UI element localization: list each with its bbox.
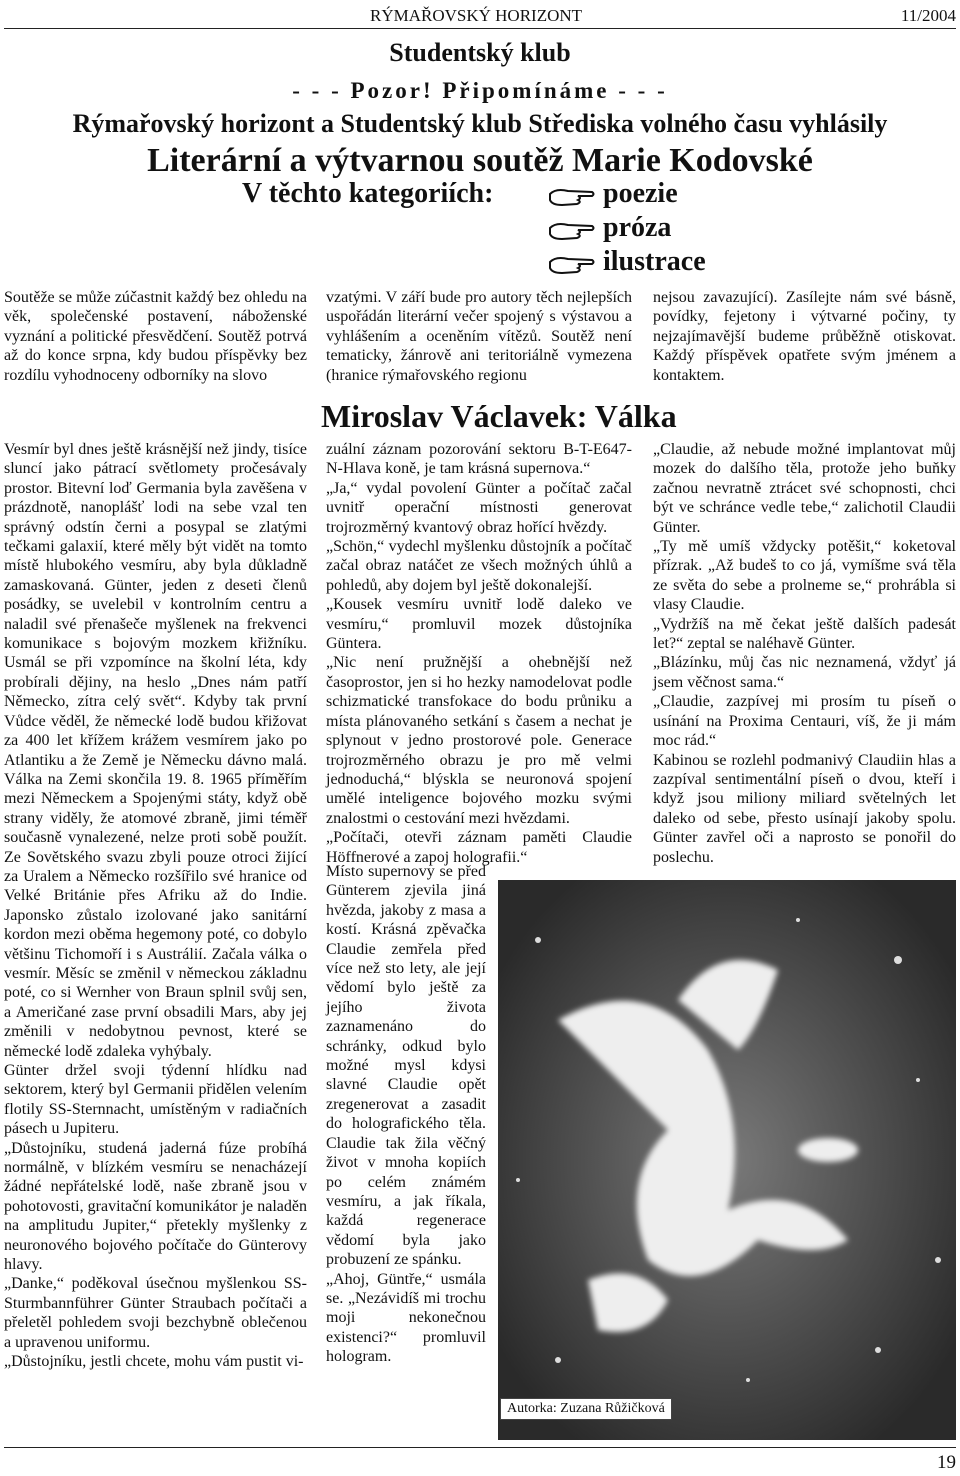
- paragraph: Vesmír byl dnes ještě krásnější než jindy, tisíce sluncí jako pátrací světlomety pročesávaly prostor. Bitevní loď Germania byla zavěšena v prázdnotě, nanoplášť lodi na sebe vzal ten správný odstín černi a posypal se zlatými tečkami galaxií, které měly být vidět na tomto místě hlubokého vesmíru, aby byla důkladně zamaskovaná. Günter, jeden z deseti členů posádky, se uvelebil v kontrolním centru a naladil své přenašeče myšlenek na frekvenci komunikace s bojovým mozkem křižníku. Usmál se při vzpomínce na školní léta, kdy probírali dějiny, na heslo „Dnes nám patří Německo, zítra celý svět“. Kdyby tak první Vůdce věděl, že německé lodě budou křižovat za 400 let křížem krážem vesmírem jako po Atlantiku a že Země je Německu dávno malá. Válka na Zemi skončila 19. 8. 1965 příměřím mezi Německem a Spojenými státy, když obě strany viděly, že atomové zbraně, jimi téměř současně vynalezené, nelze proti sobě použít. Ze Sovětského svazu zbyli pouze otroci žijící za Uralem a Německo rozšířilo své hranice od Velké Británie přes Afriku až do Indie. Japonsko zůstalo izolované jako sanitární kordon mezi oběma hegemony poté, co dobylo většinu Tichomoří i s Austrálií. Začala válka o vesmír. Měsíc se změnil v německou základnu poté, co si Wernher von Braun splnil svůj sen, a Američané zase první obsadili Mars, aby jej změnili v nedobytnou pevnost, které se německé lodě zdaleka vyhýbaly.: [4, 441, 307, 1060]
- story-title: Miroslav Václavek: Válka: [321, 398, 677, 434]
- paragraph: „Kousek vesmíru uvnitř lodě daleko ve vesmíru,“ promluvil mozek důstojníka Güntera.: [326, 596, 632, 653]
- illustration-caption: Autorka: Zuzana Růžičková: [500, 1398, 672, 1420]
- pointing-hand-icon: [548, 220, 596, 242]
- paragraph: Günter držel svoji týdenní hlídku nad sektorem, který byl Germanii přidělen velením flotily SS-Sternnacht, umístěným v radiačních pásech u Jupiteru.: [4, 1062, 307, 1138]
- paragraph: „Ahoj, Güntře,“ usmála se. „Nezávidíš mi trochu moji nekonečnou existenci?“ promluvil hologram.: [326, 1270, 486, 1366]
- paragraph: „Ja,“ vydal povolení Günter a počítač začal uvnitř operační místnosti generovat trojrozměrný kvantový obraz hořící hvězdy.: [326, 479, 632, 536]
- paragraph: „Vydržíš na mě čekat ještě dalších padesát let?“ zeptal se naléhavě Günter.: [653, 615, 956, 653]
- magazine-name: RÝMAŘOVSKÝ HORIZONT: [370, 6, 583, 25]
- reminder-heading: - - - Pozor! Připomínáme - - -: [292, 78, 668, 103]
- category-illustration: ilustrace: [603, 246, 706, 277]
- announcement-subtitle: Rýmařovský horizont a Studentský klub Střediska volného času vyhlásily: [72, 109, 888, 138]
- story-column-2: [326, 440, 632, 867]
- running-header: [0, 0, 960, 28]
- paragraph: Místo supernovy se před Günterem zjevila jiná hvězda, jakoby z masa a kostí. Krásná zpěvačka Claudie zemřela před více než sto lety, ale její vědomí bylo ještě za jejího života zaznamenáno do schránky, odkud bylo možné mysl kdysi slavné Claudie opět zregenerovat a zasadit do holografického těla. Claudie tak žila věčný život v mnoha kopiích po celém známém vesmíru, a jak říkala, každá regenerace vědomí byla jako probuzení ze spánku.: [326, 863, 486, 1269]
- illustration: [498, 880, 956, 1440]
- paragraph: „Nic není pružnější a ohebnější než časoprostor, jen si ho hezky namodelovat podle schizmatické transfokace do bodu průniku a místa plánovaného setkání s časem a nechat je splynout v jedno prostorové pole. Generace trojrozměrného obrazu je pro mě velmi jednoduchá,“ blýskla se neuronová spojení umělé inteligence bojového mozku svými znalostmi o cestování mezi hvězdami.: [326, 654, 632, 827]
- paragraph: Kabinou se rozlehl podmanivý Claudiin hlas a zazpíval sentimentální píseň o dvou, kteří i když jsou miliony miliard světelných let daleko od sebe, přesto usínají jakoby spolu. Günter zavřel oči a naprosto se ponořil do poslechu.: [653, 751, 956, 866]
- intro-column-1: Soutěže se může zúčastnit každý bez ohledu na věk, společenské postavení, náboženské vyznání a politické přesvědčení. Soutěž potrvá až do konce srpna, kdy budou příspěvky bez rozdílu vyhodnoceny odborníky na slovo: [4, 289, 307, 384]
- intro-column-3: nejsou zavazující). Zasílejte nám své básně, povídky, fejetony i výtvarné počiny, ty nejzajímavější budeme průběžně otiskovat. Každý příspěvek opatřete svým jménem a kontaktem.: [653, 289, 956, 384]
- paragraph: „Ty mě umíš vždycky potěšit,“ koketoval přízrak. „Až budeš to co já, vymíšme svá těla ze světa do sebe a prolneme se,“ prohrábla si vlasy Claudie.: [653, 538, 956, 614]
- contest-title: Literární a výtvarnou soutěž Marie Kodovské: [147, 142, 813, 179]
- paragraph: „Schön,“ vydechl myšlenku důstojník a počítač začal obraz natáčet ze všech možných úhlů a pohledů, aby dojem byl ještě dokonalejší.: [326, 538, 632, 594]
- story-column-3: [653, 440, 956, 867]
- pointing-hand-icon: [548, 186, 596, 208]
- categories-label: V těchto kategoriích:: [242, 178, 494, 209]
- story-column-1: [4, 440, 307, 1372]
- paragraph: „Počítači, otevři záznam paměti Claudie Höffnerové a zapoj holografii.“: [326, 829, 632, 866]
- header-rule: [4, 28, 956, 29]
- paragraph: „Blázínku, můj čas nic neznamená, vždyť já jsem věčnost sama.“: [653, 654, 956, 691]
- category-poetry: poezie: [603, 178, 678, 209]
- page-number: 19: [937, 1452, 956, 1473]
- intro-column-2: vzatými. V září bude pro autory těch nejlepších uspořádán literární večer spojený s výstavou a vyhlášením a oceněním vítězů. Soutěž není tematicky, žánrově ani teritoriálně vymezena (hranice rýmařovského regionu: [326, 289, 632, 384]
- footer-rule: [4, 1447, 956, 1448]
- pointing-hand-icon: [548, 254, 596, 276]
- paragraph: „Danke,“ poděkoval úsečnou myšlenkou SS-Sturmbannführer Günter Straubach počítači a přeletěl pohledem svoji bezchybně oblečenou a upravenou uniformu.: [4, 1275, 307, 1351]
- paragraph: „Claudie, zazpívej mi prosím tu píseň o usínání na Proxima Centauri, víš, že ji mám moc rád.“: [653, 693, 956, 750]
- club-heading: Studentský klub: [389, 38, 571, 67]
- category-prose: próza: [603, 212, 672, 243]
- story-column-2-narrow: [326, 862, 486, 1367]
- paragraph: „Claudie, až nebude možné implantovat můj mozek do dalšího těla, protože jeho buňky začnou nevratně ztrácet své schopnosti, chci být ve schránce vedle tebe,“ zalichotil Claudii Günter.: [653, 441, 956, 536]
- paragraph: „Důstojníku, studená jaderná fúze probíhá normálně, v blízkém vesmíru se nenacházejí žádné nepřátelské lodě, naše zbraně jsou v pohotovosti, gravitační komunikátor je naladěn na amplitudu Jupiter,“ přetekly myšlenky z neuronového bojového počítače do Günterovy hlavy.: [4, 1139, 307, 1274]
- paragraph: zuální záznam pozorování sektoru B-T-E647-N-Hlava koně, je tam krásná supernova.“: [326, 441, 632, 478]
- issue-number: 11/2004: [900, 6, 956, 25]
- paragraph: „Důstojníku, jestli chcete, mohu vám pustit vi-: [4, 1353, 304, 1371]
